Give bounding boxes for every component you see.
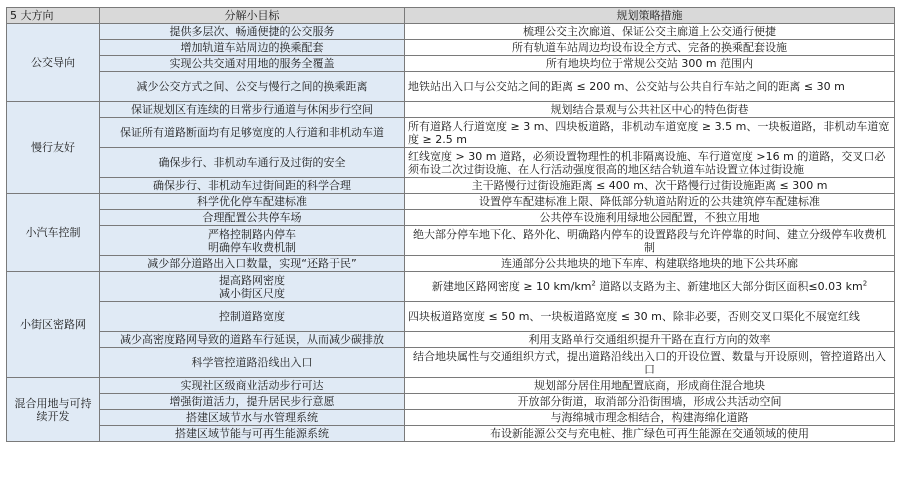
goal-cell: 合理配置公共停车场 xyxy=(100,210,405,226)
strategy-cell: 设置停车配建标准上限、降低部分轨道站附近的公共建筑停车配建标准 xyxy=(405,194,895,210)
header-goal: 分解小目标 xyxy=(100,8,405,24)
strategy-cell: 结合地块属性与交通组织方式，提出道路沿线出入口的开设位置、数量与开设原则，管控道路出入口 xyxy=(405,348,895,378)
table-row xyxy=(7,394,895,410)
table-row xyxy=(7,378,895,394)
goal-cell: 提高路网密度 减小街区尺度 xyxy=(100,272,405,302)
strategy-cell: 梳理公交主次廊道、保证公交主廊道上公交通行便捷 xyxy=(405,24,895,40)
goal-cell: 科学优化停车配建标准 xyxy=(100,194,405,210)
table-row xyxy=(7,256,895,272)
strategy-cell: 连通部分公共地块的地下车库、构建联络地块的地下公共环廊 xyxy=(405,256,895,272)
strategy-cell: 所有轨道车站周边均设布设全方式、完备的换乘配套设施 xyxy=(405,40,895,56)
goal-cell: 减少高密度路网导致的道路车行延误，从而减少碳排放 xyxy=(100,332,405,348)
goal-cell: 搭建区域节水与水管理系统 xyxy=(100,410,405,426)
table-row xyxy=(7,210,895,226)
strategy-cell xyxy=(405,272,895,302)
strategy-cell: 利用支路单行交通组织提升干路在直行方向的效率 xyxy=(405,332,895,348)
strategy-text-part: 道路以支路为主、新建地区大部分街区面积≤0.03 km xyxy=(595,280,863,293)
table-header-row xyxy=(7,8,895,24)
table-row xyxy=(7,272,895,302)
strategy-cell: 地铁站出入口与公交站之间的距离 ≤ 200 m、公交站与公共自行车站之间的距离 ≤ 30 m xyxy=(405,72,895,102)
table-row xyxy=(7,226,895,256)
direction-cell: 公交导向 xyxy=(7,24,100,102)
strategy-cell: 四块板道路宽度 ≤ 50 m、一块板道路宽度 ≤ 30 m、除非必要，否则交叉口渠化不展宽红线 xyxy=(405,302,895,332)
strategy-cell: 主干路慢行过街设施距离 ≤ 400 m、次干路慢行过街设施距离 ≤ 300 m xyxy=(405,178,895,194)
strategy-cell: 规划部分居住用地配置底商，形成商住混合地块 xyxy=(405,378,895,394)
strategy-cell: 布设新能源公交与充电桩、推广绿色可再生能源在交通领域的使用 xyxy=(405,426,895,442)
table-row xyxy=(7,148,895,178)
table-row xyxy=(7,102,895,118)
strategy-table xyxy=(6,7,895,442)
goal-cell: 搭建区域节能与可再生能源系统 xyxy=(100,426,405,442)
table-row xyxy=(7,332,895,348)
table-row xyxy=(7,72,895,102)
table-row xyxy=(7,24,895,40)
strategy-cell: 所有地块均位于常规公交站 300 m 范围内 xyxy=(405,56,895,72)
table-row xyxy=(7,194,895,210)
direction-cell: 混合用地与可持续开发 xyxy=(7,378,100,442)
table-row xyxy=(7,348,895,378)
goal-cell: 实现公共交通对用地的服务全覆盖 xyxy=(100,56,405,72)
strategy-cell: 绝大部分停车地下化、路外化、明确路内停车的设置路段与允许停靠的时间、建立分级停车收费机制 xyxy=(405,226,895,256)
strategy-cell: 规划结合景观与公共社区中心的特色街巷 xyxy=(405,102,895,118)
header-strategy: 规划策略措施 xyxy=(405,8,895,24)
goal-cell: 保证规划区有连续的日常步行通道与休闲步行空间 xyxy=(100,102,405,118)
strategy-cell: 开放部分街道，取消部分沿街围墙，形成公共活动空间 xyxy=(405,394,895,410)
goal-cell: 减少公交方式之间、公交与慢行之间的换乘距离 xyxy=(100,72,405,102)
table-row xyxy=(7,302,895,332)
table-row xyxy=(7,40,895,56)
superscript-2: 2 xyxy=(591,279,596,288)
goal-cell: 增强街道活力，提升居民步行意愿 xyxy=(100,394,405,410)
header-direction: 5 大方向 xyxy=(7,8,100,24)
goal-cell: 实现社区级商业活动步行可达 xyxy=(100,378,405,394)
strategy-cell: 公共停车设施利用绿地公园配置，不独立用地 xyxy=(405,210,895,226)
goal-cell: 确保步行、非机动车过街间距的科学合理 xyxy=(100,178,405,194)
goal-cell: 严格控制路内停车 明确停车收费机制 xyxy=(100,226,405,256)
strategy-cell: 与海绵城市理念相结合，构建海绵化道路 xyxy=(405,410,895,426)
strategy-text-part: 新建地区路网密度 ≥ 10 km/km xyxy=(431,280,592,293)
table-row xyxy=(7,410,895,426)
superscript-2: 2 xyxy=(862,279,868,288)
goal-cell: 保证所有道路断面均有足够宽度的人行道和非机动车道 xyxy=(100,118,405,148)
table-row xyxy=(7,178,895,194)
direction-cell: 小汽车控制 xyxy=(7,194,100,272)
goal-cell: 提供多层次、畅通便捷的公交服务 xyxy=(100,24,405,40)
goal-cell: 减少部分道路出入口数量，实现“还路于民” xyxy=(100,256,405,272)
strategy-cell: 红线宽度 > 30 m 道路，必须设置物理性的机非隔离设施、车行道宽度 >16 m 的道路，交叉口必须布设二次过街设施、在人行活动强度很高的地区结合轨道车站设置立体过街设施 xyxy=(405,148,895,178)
table-row xyxy=(7,56,895,72)
strategy-cell: 所有道路人行道宽度 ≥ 3 m、四块板道路，非机动车道宽度 ≥ 3.5 m、一块板道路，非机动车道宽度 ≥ 2.5 m xyxy=(405,118,895,148)
goal-cell: 科学管控道路沿线出入口 xyxy=(100,348,405,378)
goal-cell: 增加轨道车站周边的换乘配套 xyxy=(100,40,405,56)
direction-cell: 小街区密路网 xyxy=(7,272,100,378)
goal-cell: 控制道路宽度 xyxy=(100,302,405,332)
goal-cell: 确保步行、非机动车通行及过街的安全 xyxy=(100,148,405,178)
direction-cell: 慢行友好 xyxy=(7,102,100,194)
strategy-table-container xyxy=(6,7,894,442)
table-row xyxy=(7,426,895,442)
table-row xyxy=(7,118,895,148)
